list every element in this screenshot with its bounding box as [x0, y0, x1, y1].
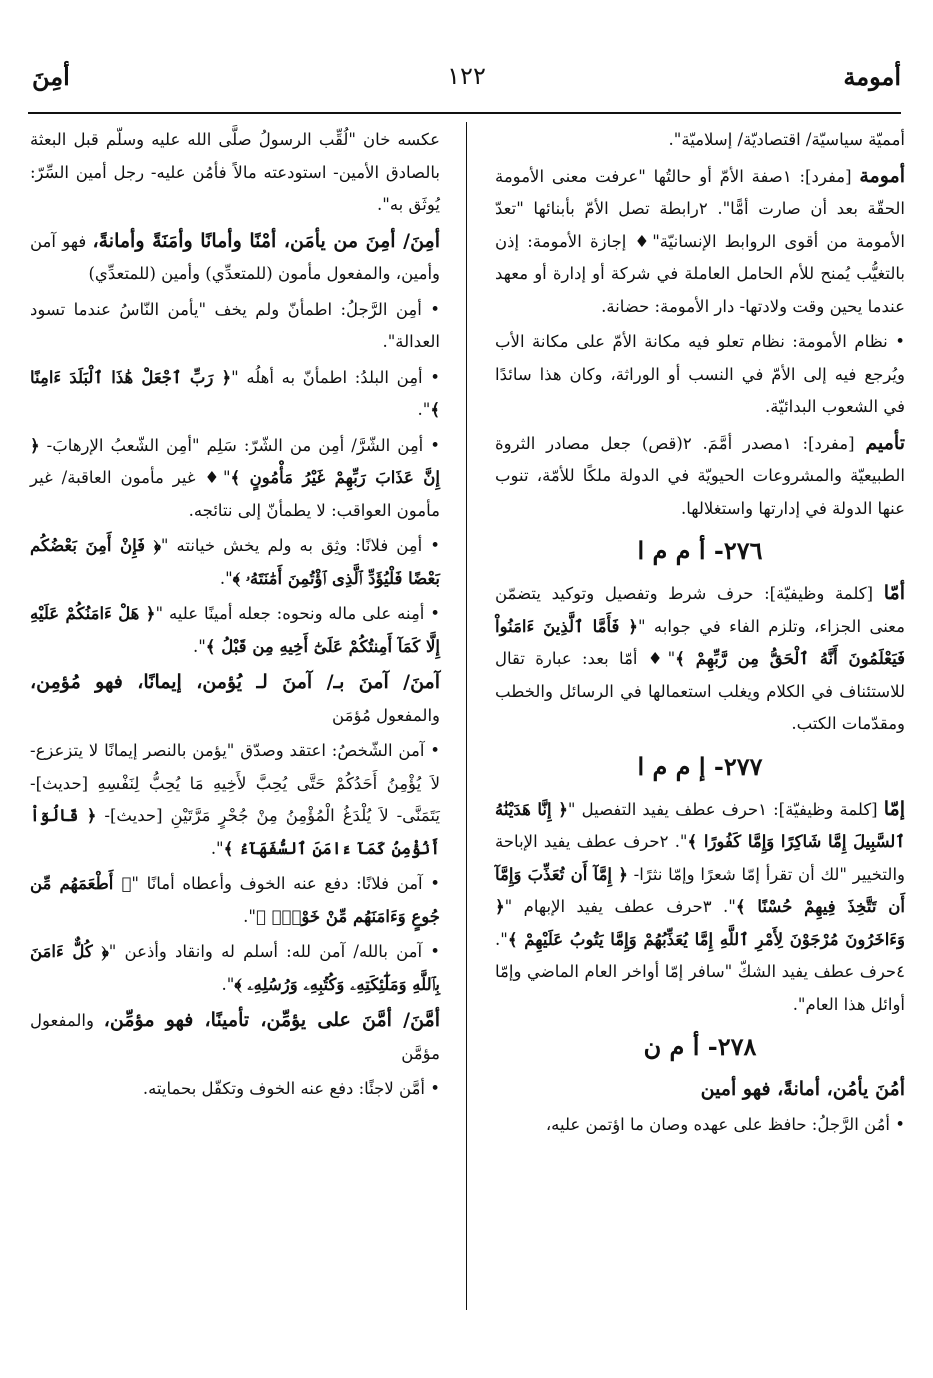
definition: [كلمة وظيفيّة]: ١حرف عطف يفيد التفصيل ": [567, 799, 884, 819]
quote-end: ".: [210, 838, 224, 858]
definition: ". ٤حرف عطف يفيد الشكّ "سافر إمّا أواخر العام الماضي وإمّا أوائل هذا العام".: [495, 929, 905, 1014]
entry-ammana: [30, 1004, 440, 1070]
quran-quote: ﴿ رَبِّ ٱجْعَلْ هَٰذَا ٱلْبَلَدَ ءَامِنًا ﴾: [30, 367, 440, 419]
quran-quote: ﴿ فَإِنْ أَمِنَ بَعْضُكُم بَعْضًا فَلْيُؤَدِّ ٱلَّذِى ٱؤْتُمِنَ أَمَٰنَتَهُۥ ﴾: [30, 536, 440, 588]
quote-end: ".: [192, 636, 206, 656]
entry-text: [30, 362, 440, 427]
quote-end: ".: [243, 906, 256, 926]
headword: أمومة: [859, 164, 906, 187]
definition: "♦ أمّا بعد: عبارة تقال للاستئناف في الكلام ويغلب استعمالها في الرسائل والخطب ومقدّمات الكتب.: [495, 649, 905, 733]
headword: آمنَ/ آمنَ بـ/ آمنَ لـ يُؤمن، إيمانًا، فهو مُؤمِن،: [30, 671, 440, 693]
entry-text: [30, 868, 440, 933]
page-number: ١٢٢: [447, 62, 486, 90]
definition: ". ٢حرف عطف يفيد الإباحة والتخيير "لك أن تقرأ إمّا شعرًا وإمّا نثرًا-: [495, 832, 905, 884]
column-divider: [466, 122, 467, 1310]
headword: أمِنَ/ أمِنَ من يأمَن، أمْنًا وأمانًا وأمَنَةً وأمانةً،: [92, 229, 440, 252]
headword: أمَّنَ/ أمَّنَ على يؤمِّن، تأمينًا، فهو مؤمِّن،: [103, 1009, 440, 1031]
quran-quote: ﴿ قَالُوٓاْ أَنُؤْمِنُ كَمَآ ءَامَنَ ٱلسُّفَهَآءُ ﴾: [30, 806, 440, 858]
definition: • أمِن البلدُ: اطمأنّ به أهلُه ": [231, 367, 440, 387]
quran-quote: ﴿ إِمَّآ أَن تُعَذِّبَ وَإِمَّآ أَن تَتَّخِذَ فِيهِمْ حُسْنًا ﴾: [495, 864, 905, 916]
definition: "♦ غير مأمون العاقبة/ غير مأمون العواقب: لا يطمأنّ إلى نتائجه.: [30, 468, 440, 520]
headword-amuna: أمُنَ يأمُن، أمانةً، فهو أمين: [700, 1078, 905, 1100]
page-header: [32, 62, 901, 102]
entry-text: • أمَّن لاجئًا: دفع عنه الخوف وتكفّل بحمايته.: [142, 1079, 440, 1098]
quran-quote: ﴿ أَطْعَمَهُم مِّن جُوعٍ وَءَامَنَهُم مِّنْ خَوْفٍۭ ﴾: [30, 874, 440, 926]
definition: • أمِن فلانًا: وثِق به ولم يخش خيانته ": [160, 536, 440, 555]
definition: والمفعول مؤمَّن: [30, 1011, 440, 1063]
definition: ". ٣حرف عطف يفيد الإبهام ": [504, 897, 736, 916]
definition: [كلمة وظيفيّة]: حرف شرط وتفصيل وتوكيد يتضمّن معنى الجزاء، وتلزم الفاء في جوابه ": [495, 584, 905, 636]
header-guide-word-left: أمِنَ: [32, 62, 70, 91]
definition: [مفرد]: ١مصدر أمَّمَ. ٢(قص) جعل مصادر الثروة الطبيعيّة والمشروعات الحيويّة في الدولة ملكًا للأمّة، تنوب عنها الدولة في إدارتها واستغلالها.: [495, 433, 905, 518]
entry-text: [30, 430, 440, 528]
quran-quote: ﴿ هَلْ ءَامَنُكُمْ عَلَيْهِ إِلَّا كَمَآ أَمِنتُكُمْ عَلَىٰٓ أَخِيهِ مِن قَبْلُ ﴾: [30, 604, 440, 656]
quote-end: ".: [219, 568, 233, 588]
definition: • أمِنه على ماله ونحوه: جعله أمينًا عليه ": [155, 604, 441, 623]
root-heading-278: ٢٧٨- أ م ن: [643, 1032, 757, 1061]
entry-text: [30, 735, 440, 865]
entry-text: أمميّة سياسيّة/ اقتصاديّة/ إسلاميّة".: [668, 130, 905, 149]
entry-amina: [30, 225, 440, 291]
entry-amana: [30, 666, 440, 732]
definition: • أمِن الشّرَّ/ أمِن من الشّرّ: سَلِم "أمِن الشّعبُ الإرهابَ-: [39, 435, 440, 455]
entry-umuma: [495, 160, 905, 324]
headword: إمّا: [883, 797, 905, 820]
entry-text: [30, 598, 440, 663]
definition: • آمن فلانًا: دفع عنه الخوف وأعطاه أمانًا ": [131, 874, 440, 893]
quran-quote: ﴿ إِنَّا هَدَيْنَٰهُ ٱلسَّبِيلَ إِمَّا شَاكِرًا وَإِمَّا كَفُورًا ﴾: [495, 799, 905, 851]
root-heading-276: ٢٧٦- أ م م ا: [637, 536, 763, 565]
entry-text: • أمِن الرَّجلُ: اطمأنّ ولم يخف "يأمن النّاسُ عندما تسود العدالة".: [30, 299, 440, 351]
entry-text: عكسه خان "لُقِّب الرسولُ صلَّى الله عليه وسلّم قبل البعثة بالصادق الأمين- استودعته مالاً فأمُن عليه- رجل أمين السِّرّ: يُوثَق به".: [30, 130, 440, 214]
entry-tamim: [495, 427, 905, 526]
entry-text: • أمُن الرَّجلُ: حافظ على عهده وصان ما اؤتمن عليه،: [545, 1114, 905, 1134]
headword: تأميم: [865, 431, 905, 454]
headword: أمّا: [883, 582, 905, 604]
right-column: [495, 124, 905, 1144]
root-heading-277: ٢٧٧- إ م م ا: [637, 751, 763, 781]
entry-text: [30, 530, 440, 595]
entry-imma: [495, 793, 905, 1022]
quran-quote: ﴿ فَأَمَّا ٱلَّذِينَ ءَامَنُواْ فَيَعْلَمُونَ أَنَّهُ ٱلْحَقُّ مِن رَّبِّهِمْ ﴾: [495, 616, 905, 668]
header-guide-word-right: أمومة: [843, 62, 901, 91]
definition: فهو آمن وأمين، والمفعول مأمون (للمتعدِّي) وأمين (للمتعدِّي): [30, 231, 440, 283]
left-column: [30, 124, 440, 1109]
definition: والمفعول مُؤمَن: [332, 705, 440, 725]
quote-end: ".: [221, 974, 235, 994]
definition: • آمن بالله/ آمن لله: أسلم له وانقاد وأذعن ": [108, 942, 440, 961]
quote-end: ".: [417, 400, 431, 419]
entry-amma: [495, 577, 905, 741]
entry-text: [30, 936, 440, 1001]
definition: • آمن الشّخصُ: اعتقد وصدّق "يؤمن بالنصر إيمانًا لا يتزعزع- لاَ يُؤْمِنُ أَحَدُكُمْ حَتَّى يُحِبَّ لأَخِيهِ مَا يُحِبُّ لِنَفْسِهِ [حديث]- يَتَمَنَّى- لاَ يُلْدَغُ الْمُؤْمِنُ مِنْ جُحْرٍ مَرَّتَيْنِ [حديث]-: [30, 741, 440, 825]
quran-quote: ﴿ كُلٌّ ءَامَنَ بِٱللَّهِ وَمَلَٰٓئِكَتِهِۦ وَكُتُبِهِۦ وَرُسُلِهِۦ ﴾: [30, 942, 440, 994]
entry-text: • نظام الأمومة: نظام تعلو فيه مكانة الأمّ على مكانة الأب ويُرجع فيه إلى الأمّ في النسب أو الوراثة، وكان هذا سائدًا في الشعوب البدائيّة.: [495, 332, 905, 416]
definition: [مفرد]: ١صفة الأمّ أو حالتُها "عرفت معنى الأمومة الحقّة بعد أن صارت أمًّا". ٢رابطة تصل الأمّ بأبنائها "تعدّ الأمومة من أقوى الروابط الإنسانيّة"♦ إجازة الأمومة: إذن بالتغيُّب يُمنح للأم الحامل العاملة في شركة أو إدارة أو معهد عندما يحين وقت ولادتها- دار الأمومة: حضانة.: [495, 166, 906, 316]
quran-quote: ﴿ إِنَّ عَذَابَ رَبِّهِمْ غَيْرُ مَأْمُونٍ ﴾: [30, 435, 441, 487]
quran-quote: ﴿ وَءَاخَرُونَ مُرْجَوْنَ لِأَمْرِ ٱللَّهِ إِمَّا يُعَذِّبُهُمْ وَإِمَّا يَتُوبُ عَلَيْهِمْ ﴾: [495, 897, 905, 949]
header-rule: [28, 112, 901, 114]
